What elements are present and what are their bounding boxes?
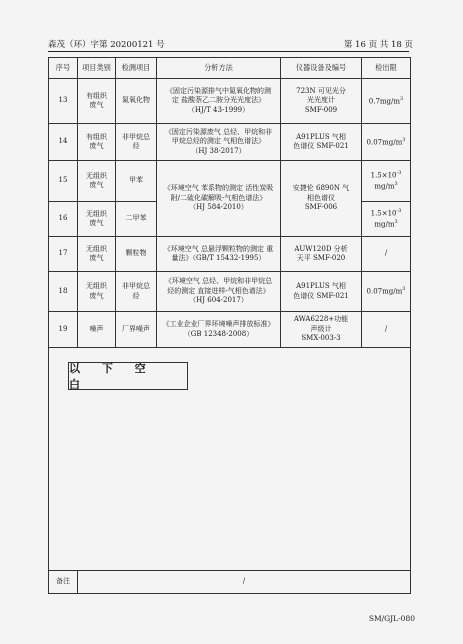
cell-no: 18 — [49, 272, 78, 312]
cell-no: 13 — [49, 79, 78, 124]
limit-unit: mg/m — [374, 182, 395, 191]
cell-method: 《环境空气 总烃、甲烷和非甲烷总 烃的测定 直接进样-气相色谱法》 （HJ 604-2017） — [157, 272, 281, 312]
limit-value: 0.07mg/m — [366, 287, 403, 296]
cell-instrument: AWA6228+功能 声级计 SMX-003-3 — [281, 312, 362, 348]
page-info: 第 16 页 共 18 页 — [343, 40, 413, 50]
limit-exponent: 3 — [402, 136, 406, 143]
col-header-method: 分析方法 — [157, 58, 281, 79]
cell-instrument-merged: 安捷伦 6890N 气 相色谱仪 SMF-006 — [281, 161, 362, 237]
remarks-row — [49, 571, 411, 594]
cell-method: 《固定污染源废气 总烃、甲烷和非 甲烷总烃的测定 气相色谱法》 （HJ 38-2017） — [157, 124, 281, 161]
cell-item: 非甲烷总 烃 — [116, 124, 157, 161]
cell-category: 噪声 — [78, 312, 116, 348]
cell-item: 非甲烷总 烃 — [116, 272, 157, 312]
cell-category: 无组织 废气 — [78, 237, 116, 272]
cell-limit: / — [362, 312, 411, 348]
table-row — [49, 237, 411, 272]
limit-exponent: 3 — [400, 95, 404, 102]
cell-method: 《工业企业厂界环境噪声排放标准》 （GB 12348-2008） — [157, 312, 281, 348]
table-row — [49, 124, 411, 161]
col-header-category: 项目类别 — [78, 58, 116, 79]
cell-instrument: A91PLUS 气相 色谱仪 SMF-021 — [281, 272, 362, 312]
cell-item: 二甲苯 — [116, 202, 157, 237]
cell-item: 颗粒物 — [116, 237, 157, 272]
limit-unit: mg/m — [374, 220, 395, 229]
cell-category: 有组织 废气 — [78, 79, 116, 124]
limit-unit-exponent: 3 — [394, 219, 398, 225]
cell-no: 14 — [49, 124, 78, 161]
table-row — [49, 272, 411, 312]
cell-limit — [362, 79, 411, 124]
table-row — [49, 79, 411, 124]
cell-instrument: AUW120D 分析 天平 SMF-020 — [281, 237, 362, 272]
col-header-limit: 检出限 — [362, 58, 411, 79]
limit-exponent: -3 — [396, 170, 402, 177]
cell-limit — [362, 202, 411, 237]
cell-item: 氮氧化物 — [116, 79, 157, 124]
cell-category: 无组织 废气 — [78, 272, 116, 312]
cell-no: 17 — [49, 237, 78, 272]
cell-method: 《环境空气 总悬浮颗粒物的测定 重 量法》（GB/T 15432-1995） — [157, 237, 281, 272]
cell-limit — [362, 161, 411, 202]
table-row — [49, 161, 411, 202]
cell-method-merged: 《环境空气 苯系物的测定 活性炭吸 附/二硫化碳解吸-气相色谱法》 （HJ 584-2010） — [157, 161, 281, 237]
limit-exponent: -3 — [396, 208, 402, 215]
limit-value: 1.5×10 — [370, 171, 397, 180]
col-header-instrument: 仪器设备及编号 — [281, 58, 362, 79]
cell-item: 厂界噪声 — [116, 312, 157, 348]
cell-limit — [362, 124, 411, 161]
cell-limit: / — [362, 237, 411, 272]
remarks-value: / — [78, 571, 411, 594]
table-row — [49, 312, 411, 348]
table-header-row — [49, 58, 411, 79]
cell-limit — [362, 272, 411, 312]
report-number: 森茂（环）字第 20200121 号 — [48, 40, 165, 50]
col-header-item: 检测项目 — [116, 58, 157, 79]
limit-unit-exponent: 3 — [394, 181, 398, 187]
limit-value: 1.5×10 — [370, 209, 397, 218]
cell-no: 15 — [49, 161, 78, 202]
limit-value: 0.07mg/m — [366, 137, 403, 146]
cell-instrument: A91PLUS 气相 色谱仪 SMF-021 — [281, 124, 362, 161]
test-methods-table — [48, 57, 411, 594]
cell-method: 《固定污染源排气中氮氧化物的测 定 盐酸萘乙二胺分光光度法》 （HJ/T 43-1999） — [157, 79, 281, 124]
cell-item: 甲苯 — [116, 161, 157, 202]
cell-category: 无组织 废气 — [78, 202, 116, 237]
header-rule — [48, 51, 409, 52]
cell-category: 无组织 废气 — [78, 161, 116, 202]
limit-value: 0.7mg/m — [368, 96, 401, 105]
blank-below-stamp: 以 下 空 白 — [68, 362, 188, 390]
cell-instrument: 723N 可见光分 光光度计 SMF-009 — [281, 79, 362, 124]
form-code: SM/GJL-080 — [368, 614, 415, 623]
limit-exponent: 3 — [402, 286, 406, 293]
cell-no: 19 — [49, 312, 78, 348]
remarks-label: 备注 — [49, 571, 78, 594]
cell-no: 16 — [49, 202, 78, 237]
col-header-no: 序号 — [49, 58, 78, 79]
cell-category: 有组织 废气 — [78, 124, 116, 161]
